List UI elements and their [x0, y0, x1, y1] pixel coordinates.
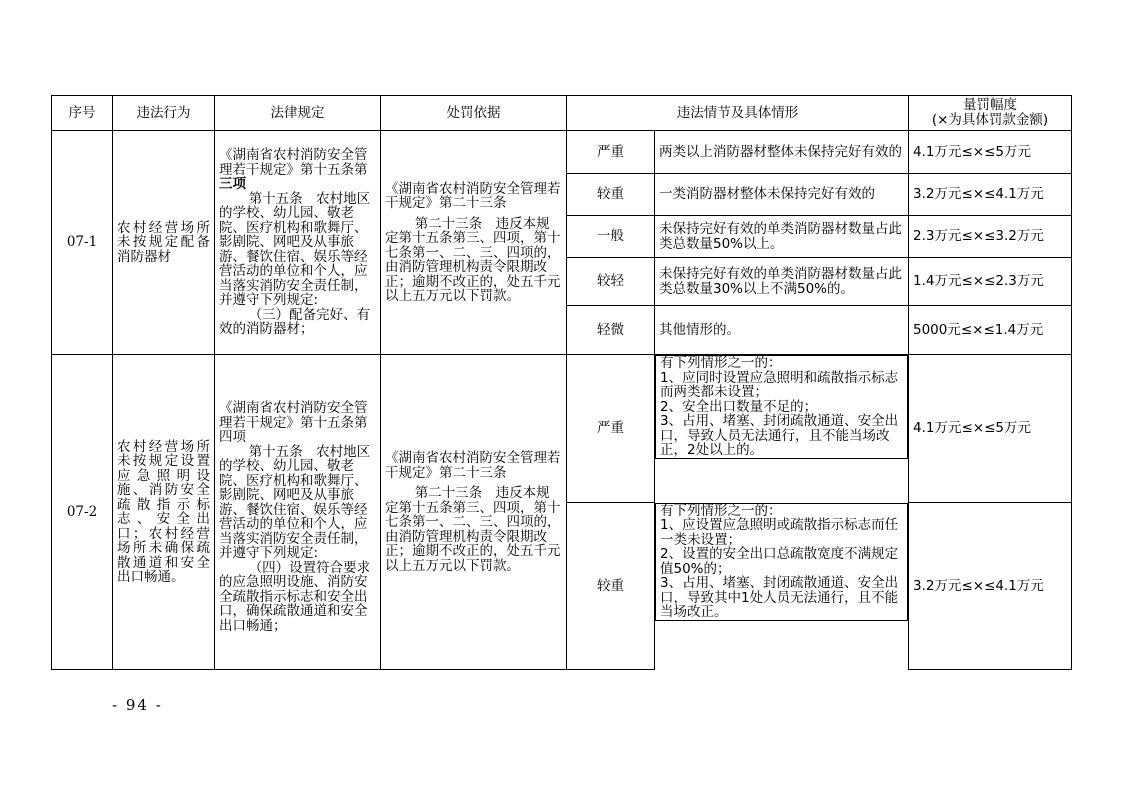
row1-desc-2: 未保持完好有效的单类消防器材数量占此类总数量50%以上。: [655, 216, 909, 258]
row1-basis-body: 第二十三条 违反本规定第十五条第三、四项，第十七条第一、二、三、四项的，由消防管理机构责令限期改正；逾期不改正的，处五千元以上五万元以下罚款。: [385, 215, 561, 304]
table-row: [52, 355, 1072, 503]
header-seq: 序号: [52, 96, 113, 131]
row2-basis-title: 《湖南省农村消防安全管理若干规定》第二十三条: [385, 450, 561, 481]
row1-amount-0: 4.1万元≤×≤5万元: [909, 131, 1072, 174]
row2-law-title: 《湖南省农村消防安全管理若干规定》第十五条第四项: [219, 400, 368, 445]
header-law: 法律规定: [215, 96, 381, 131]
row1-level-3: 较轻: [567, 258, 655, 306]
header-range: [909, 96, 1072, 131]
row1-law-title-bold: 三项: [219, 176, 246, 193]
row2-desc-0: 有下列情形之一的： 1、应同时设置应急照明和疏散指示标志而两类都未设置； 2、安全出口数量不足的； 3、占用、堵塞、封闭疏散通道、安全出口，导致人员无法通行，且不能当场改正，2处以上的。: [655, 355, 908, 459]
header-row: [52, 96, 1072, 131]
row2-basis: [381, 355, 567, 670]
row2-act: 农村经营场所未按规定设置应急照明设施、消防安全疏散指示标志、安全出口；农村经营场所未确保疏散通道和安全出口畅通。: [113, 355, 215, 670]
row1-basis: [381, 131, 567, 355]
row1-law-item: （三）配备完好、有效的消防器材；: [219, 306, 371, 338]
row2-desc-1: 有下列情形之一的： 1、应设置应急照明或疏散指示标志而任一类未设置； 2、设置的安全出口总疏散宽度不满规定值50%的； 3、占用、堵塞、封闭疏散通道、安全出口，导致其中1处人员无法通行，且不能当场改正。: [655, 503, 908, 621]
row2-amount-0: 4.1万元≤×≤5万元: [909, 355, 1072, 503]
row2-law: [215, 355, 381, 670]
header-act: 违法行为: [113, 96, 215, 131]
row1-level-4: 轻微: [567, 306, 655, 355]
row1-level-2: 一般: [567, 216, 655, 258]
row1-law-body: 第十五条 农村地区的学校、幼儿园、敬老院、医疗机构和歌舞厅、影剧院、网吧及从事旅游、餐饮住宿、娱乐等经营活动的单位和个人，应当落实消防安全责任制，并遵守下列规定:: [219, 190, 371, 309]
row1-basis-title: 《湖南省农村消防安全管理若干规定》第二十三条: [385, 180, 561, 211]
row2-law-body: 第十五条 农村地区的学校、幼儿园、敬老院、医疗机构和歌舞厅、影剧院、网吧及从事旅游、餐饮住宿、娱乐等经营活动的单位和个人，应当落实消防安全责任制，并遵守下列规定:: [219, 443, 371, 561]
row2-level-0: 严重: [567, 355, 655, 503]
row1-amount-2: 2.3万元≤×≤3.2万元: [909, 216, 1072, 258]
row2-level-1: 较重: [567, 503, 655, 670]
row1-amount-1: 3.2万元≤×≤4.1万元: [909, 174, 1072, 216]
row1-act: 农村经营场所未按规定配备消防器材: [113, 131, 215, 355]
row1-law-title-text: 《湖南省农村消防安全管理若干规定》第十五条第: [219, 147, 368, 178]
header-basis: 处罚依据: [381, 96, 567, 131]
row1-desc-4: 其他情形的。: [655, 306, 909, 355]
penalty-table: [51, 95, 1072, 670]
row1-law-title: [219, 148, 376, 192]
table-row: [52, 131, 1072, 174]
row2-amount-1: 3.2万元≤×≤4.1万元: [909, 503, 1072, 670]
row1-desc-3: 未保持完好有效的单类消防器材数量占此类总数量30%以上不满50%的。: [655, 258, 909, 306]
row1-amount-3: 1.4万元≤×≤2.3万元: [909, 258, 1072, 306]
row1-law: [215, 131, 381, 355]
row2-law-item: （四）设置符合要求的应急照明设施、消防安全疏散指示标志和安全出口，确保疏散通道和安全出口畅通；: [219, 559, 371, 634]
row1-desc-0: 两类以上消防器材整体未保持完好有效的: [655, 131, 909, 174]
row1-seq: 07-1: [52, 131, 113, 355]
row1-amount-4: 5000元≤×≤1.4万元: [909, 306, 1072, 355]
row2-basis-body: 第二十三条 违反本规定第十五条第三、四项，第十七条第一、二、三、四项的，由消防管理机构责令限期改正；逾期不改正的，处五千元以上五万元以下罚款。: [385, 485, 561, 574]
row1-level-0: 严重: [567, 131, 655, 174]
header-range-line2: (×为具体罚款金额): [931, 112, 1049, 128]
row2-seq: 07-2: [52, 355, 113, 670]
header-detail: 违法情节及具体情形: [567, 96, 909, 131]
header-range-line1: 量罚幅度: [963, 97, 1017, 113]
row1-level-1: 较重: [567, 174, 655, 216]
row1-desc-1: 一类消防器材整体未保持完好有效的: [655, 174, 909, 216]
page-number: - 94 -: [112, 696, 163, 714]
